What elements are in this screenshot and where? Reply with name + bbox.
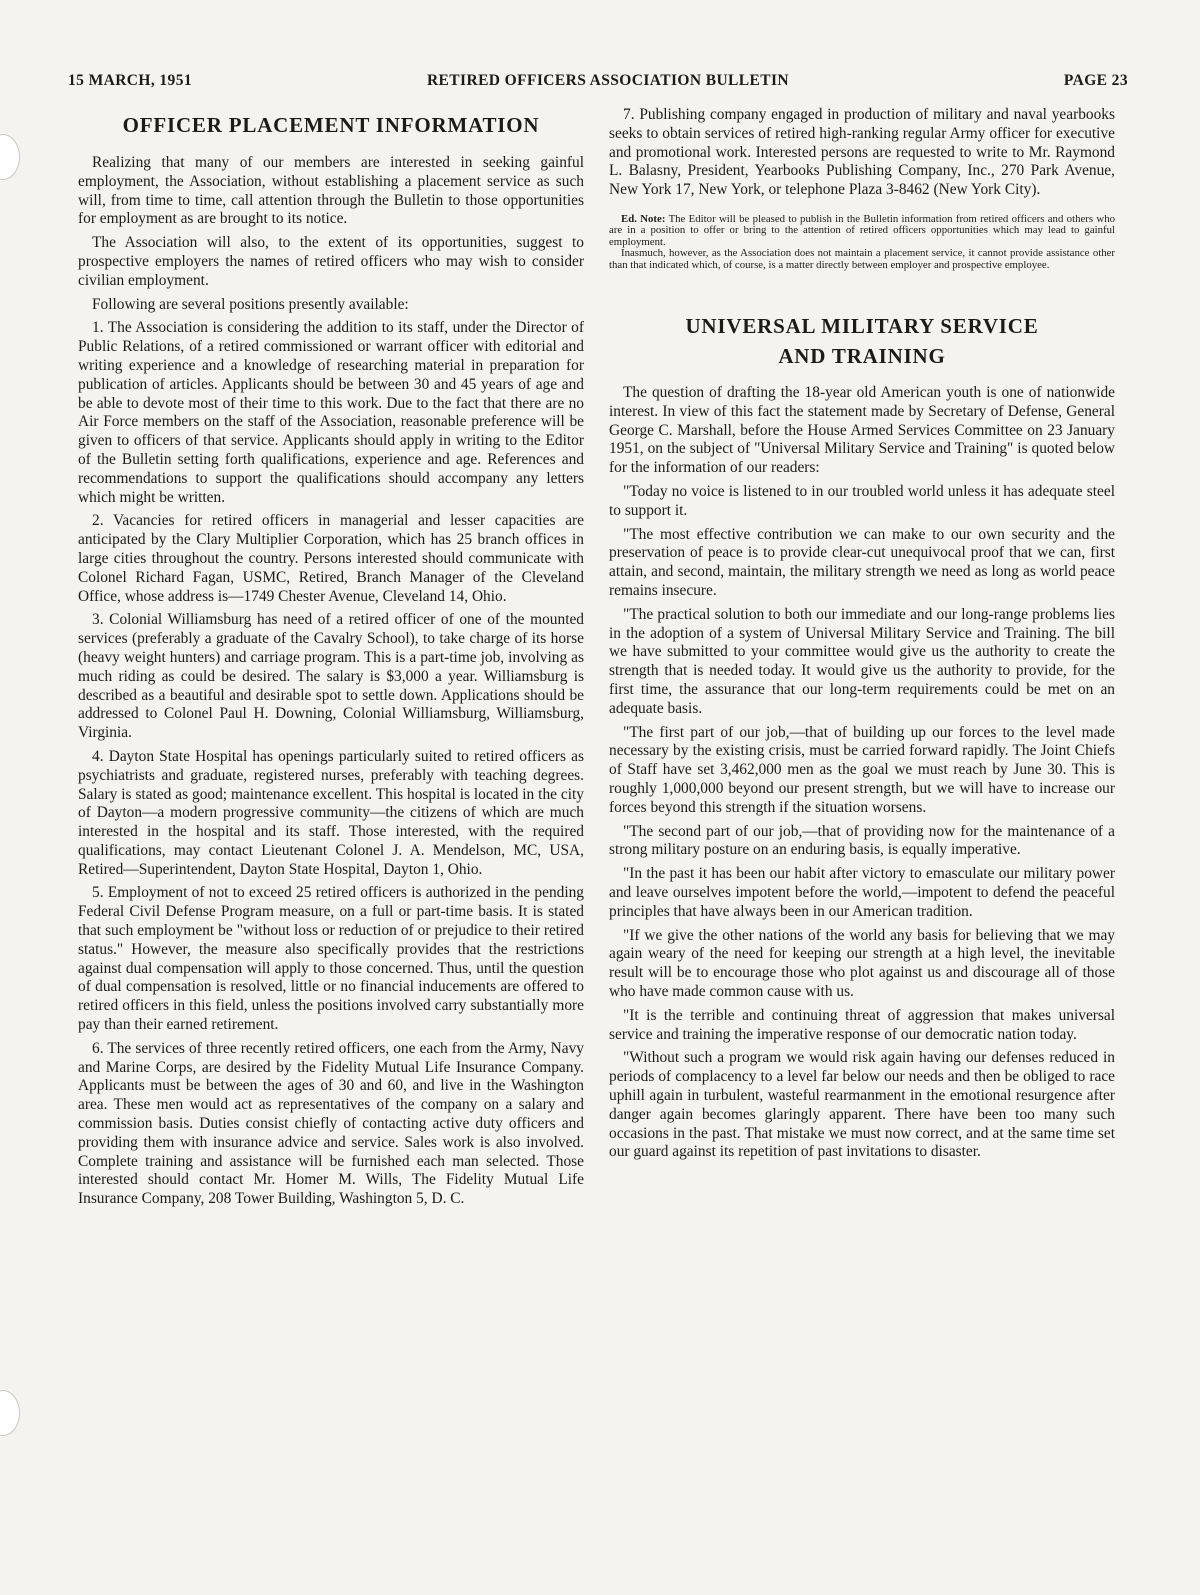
- right-column: [609, 106, 1115, 1167]
- paragraph: Realizing that many of our members are interested in seeking gainful employment, the Association, without establishing a placement service as such will, from time to time, call attention through the Bulletin to those opportunities for employment as are brought to its notice.: [78, 154, 584, 228]
- running-header: [68, 72, 1128, 94]
- paragraph: 3. Colonial Williamsburg has need of a retired officer of one of the mounted services (preferably a graduate of the Cavalry School), to take charge of its horse (heavy weight hunters) and carriage program. This is a part-time job, involving as much riding as could be desired. The salary is $3,000 a year. Williamsburg is described as a beautiful and desirable spot to settle down. Applications should be addressed to Colonel Paul H. Downing, Colonial Williamsburg, Williamsburg, Virginia.: [78, 611, 584, 742]
- paragraph: 5. Employment of not to exceed 25 retired officers is authorized in the pending Federal Civil Defense Program measure, on a full or part-time basis. It is stated that such employment be "without loss or reduction of or prejudice to their retired status." However, the measure also specifically provides that the restrictions against dual compensation will apply to those concerned. Thus, until the question of dual compensation is resolved, little or no financial inducements are offered to retired officers in this field, unless the positions involved carry substantially more pay than their earned retirement.: [78, 884, 584, 1034]
- paragraph: "The first part of our job,—that of building up our forces to the level made necessary by the existing crisis, must be carried forward rapidly. The Joint Chiefs of Staff have set 3,462,000 men as the goal we must reach by June 30. This is roughly 1,000,000 beyond our present strength, but we will have to increase our forces beyond this strength if the situation worsens.: [609, 723, 1115, 816]
- punch-hole-bottom: [0, 1390, 20, 1436]
- paragraph: "In the past it has been our habit after victory to emasculate our military power and leave ourselves impotent before the world,—impotent to defend the peaceful principles that have always been in our American tradition.: [609, 865, 1115, 920]
- editor-note-text-2: Inasmuch, however, as the Association does not maintain a placement service, it cannot provide assistance other than that indicated which, of course, is a matter directly between employer and prospective employee.: [609, 247, 1115, 271]
- paragraph: Following are several positions presently available:: [92, 295, 409, 313]
- paragraph: The Association will also, to the extent of its opportunities, suggest to prospective employers the names of retired officers who may wish to consider civilian employment.: [78, 234, 584, 289]
- paragraph: The question of drafting the 18-year old American youth is one of nationwide interest. In view of this fact the statement made by Secretary of Defense, General George C. Marshall, before the House Armed Services Committee on 23 January 1951, on the subject of "Universal Military Service and Training" is quoted below for the information of our readers:: [609, 384, 1115, 477]
- paragraph: "If we give the other nations of the world any basis for believing that we may again weary of the need for keeping our strength at a high level, the inevitable result will be to encourage those who plot against us and discourage all of those who have made common cause with us.: [609, 926, 1115, 1000]
- editor-note: [609, 214, 1115, 271]
- left-column: [78, 106, 584, 1214]
- page-number: PAGE 23: [1063, 72, 1128, 89]
- publication-name: RETIRED OFFICERS ASSOCIATION BULLETIN: [426, 72, 790, 89]
- paragraph: 6. The services of three recently retired officers, one each from the Army, Navy and Marine Corps, are desired by the Fidelity Mutual Life Insurance Company. Applicants must be between the ages of 30 and 60, and live in the Washington area. These men would act as representatives of the company on a salary and commission basis. Duties consist chiefly of contacting active duty officers and providing them with insurance advice and service. Sales work is also involved. Complete training and assistance will be furnished each man selected. Those interested should contact Mr. Homer M. Wills, The Fidelity Mutual Life Insurance Company, 208 Tower Building, Washington 5, D. C.: [78, 1039, 584, 1208]
- paragraph: "The practical solution to both our immediate and our long-range problems lies in the adoption of a system of Universal Military Service and Training. The bill we have submitted to your committee would give us the authority to create the strength that is needed today. It would give us the authority to provide, for the first time, the assurance that our long-term requirements could be met on an adequate basis.: [609, 605, 1115, 717]
- universal-military-title: UNIVERSAL MILITARY SERVICE AND TRAINING: [685, 314, 1039, 369]
- paragraph: 1. The Association is considering the addition to its staff, under the Director of Public Relations, of a retired commissioned or warrant officer with editorial and writing experience and a knowledge of researching material in preparation for publication of articles. Applicants should be between 30 and 45 years of age and be able to devote most of their time to this work. Due to the fact that there are no Air Force members on the staff of the Association, reasonable preference will be given to officers of that service. Applicants should apply in writing to the Editor of the Bulletin setting forth qualifications, experience and age. References and recommendations to support the qualifications should accompany any letters which might be written.: [78, 319, 584, 506]
- punch-hole-top: [0, 134, 20, 180]
- editor-note-label: Ed. Note:: [621, 212, 666, 225]
- paragraph: 4. Dayton State Hospital has openings particularly suited to retired officers as psychiatrists and graduate, registered nurses, preferably with teaching degrees. Salary is stated as good; maintenance excellent. This hospital is located in the city of Dayton—a modern progressive community—the citizens of which are much interested in the hospital and its staff. Those interested, with the required qualifications, may contact Lieutenant Colonel J. A. Mendelson, MC, USA, Retired—Superintendent, Dayton State Hospital, Dayton 1, Ohio.: [78, 747, 584, 878]
- paragraph: "The second part of our job,—that of providing now for the maintenance of a strong military posture on an enduring basis, is equally imperative.: [609, 822, 1115, 859]
- paragraph: "The most effective contribution we can make to our own security and the preservation of peace is to provide clear-cut unequivocal proof that we can, first attain, and second, maintain, the military strength we need as long as world peace remains insecure.: [609, 525, 1115, 599]
- paragraph: "Today no voice is listened to in our troubled world unless it has adequate steel to support it.: [609, 483, 1115, 519]
- officer-placement-title: OFFICER PLACEMENT INFORMATION: [122, 113, 540, 137]
- paragraph: 7. Publishing company engaged in production of military and naval yearbooks seeks to obtain services of retired high-ranking regular Army officer for executive and promotional work. Interested persons are requested to write to Mr. Raymond L. Balasny, President, Yearbooks Publishing Company, Inc., 270 Park Avenue, New York 17, New York, or telephone Plaza 3-8462 (New York City).: [609, 106, 1115, 199]
- paragraph: "It is the terrible and continuing threat of aggression that makes universal service and training the imperative response of our democratic nation today.: [609, 1006, 1115, 1043]
- editor-note-text: The Editor will be pleased to publish in the Bulletin information from retired officers and others who are in a position to offer or bring to the attention of retired officers opportunities which may lead to gainful employment.: [609, 212, 1115, 248]
- issue-date: 15 MARCH, 1951: [68, 72, 192, 89]
- paragraph: "Without such a program we would risk again having our defenses reduced in periods of complacency to a level far below our needs and then be obliged to race uphill again in turbulent, wasteful rearmanment in the emotional resurgence after danger again becomes glaringly apparent. There have been too many such occasions in the past. That mistake we must now correct, and at the same time set our guard against its repetition of past invitations to disaster.: [609, 1049, 1115, 1161]
- paragraph: 2. Vacancies for retired officers in managerial and lesser capacities are anticipated by the Clary Multiplier Corporation, which has 25 branch offices in large cities throughout the country. Persons interested should communicate with Colonel Richard Fagan, USMC, Retired, Branch Manager of the Cleveland Office, whose address is—1749 Chester Avenue, Cleveland 14, Ohio.: [78, 512, 584, 605]
